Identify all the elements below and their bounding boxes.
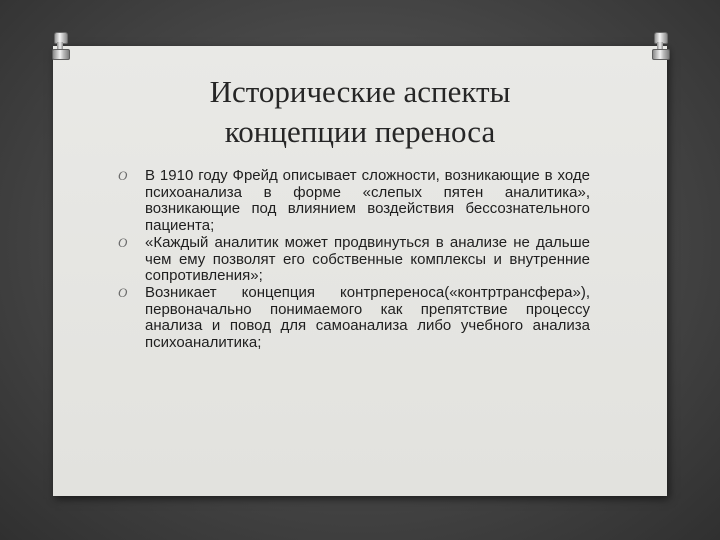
- slide-title-line-1: Исторические аспекты: [209, 74, 511, 109]
- pushpin-right-icon: [652, 32, 668, 62]
- bullet-marker-icon: O: [118, 168, 128, 183]
- bullet-item: [118, 235, 590, 285]
- slide-title-line-2: концепции переноса: [224, 114, 496, 149]
- bullet-text: «Каждый аналитик может продвинуться в анализе не дальше чем ему позволят его собственные комплексы и внутренние сопротивления»;: [145, 233, 590, 285]
- pushpin-left-icon: [52, 32, 68, 62]
- bullet-marker-icon: O: [118, 234, 128, 250]
- bullet-text: Возникает концепция контрпереноса(«контртрансфера»), первоначально понимаемого как препятствие процессу анализа и повод для самоанализа либо учебного анализа психоаналитика;: [145, 283, 590, 352]
- bullet-text: В 1910 году Фрейд описывает сложности, возникающие в ходе психоанализа в форме «слепых пятен аналитика», возникающие под влиянием воздействия бессознательного пациента;: [145, 167, 590, 235]
- bullet-marker-icon: O: [118, 284, 128, 300]
- bullet-list: [118, 168, 590, 352]
- bullet-item: [118, 285, 590, 352]
- bullet-item: [118, 168, 590, 235]
- slide-title: [100, 72, 620, 152]
